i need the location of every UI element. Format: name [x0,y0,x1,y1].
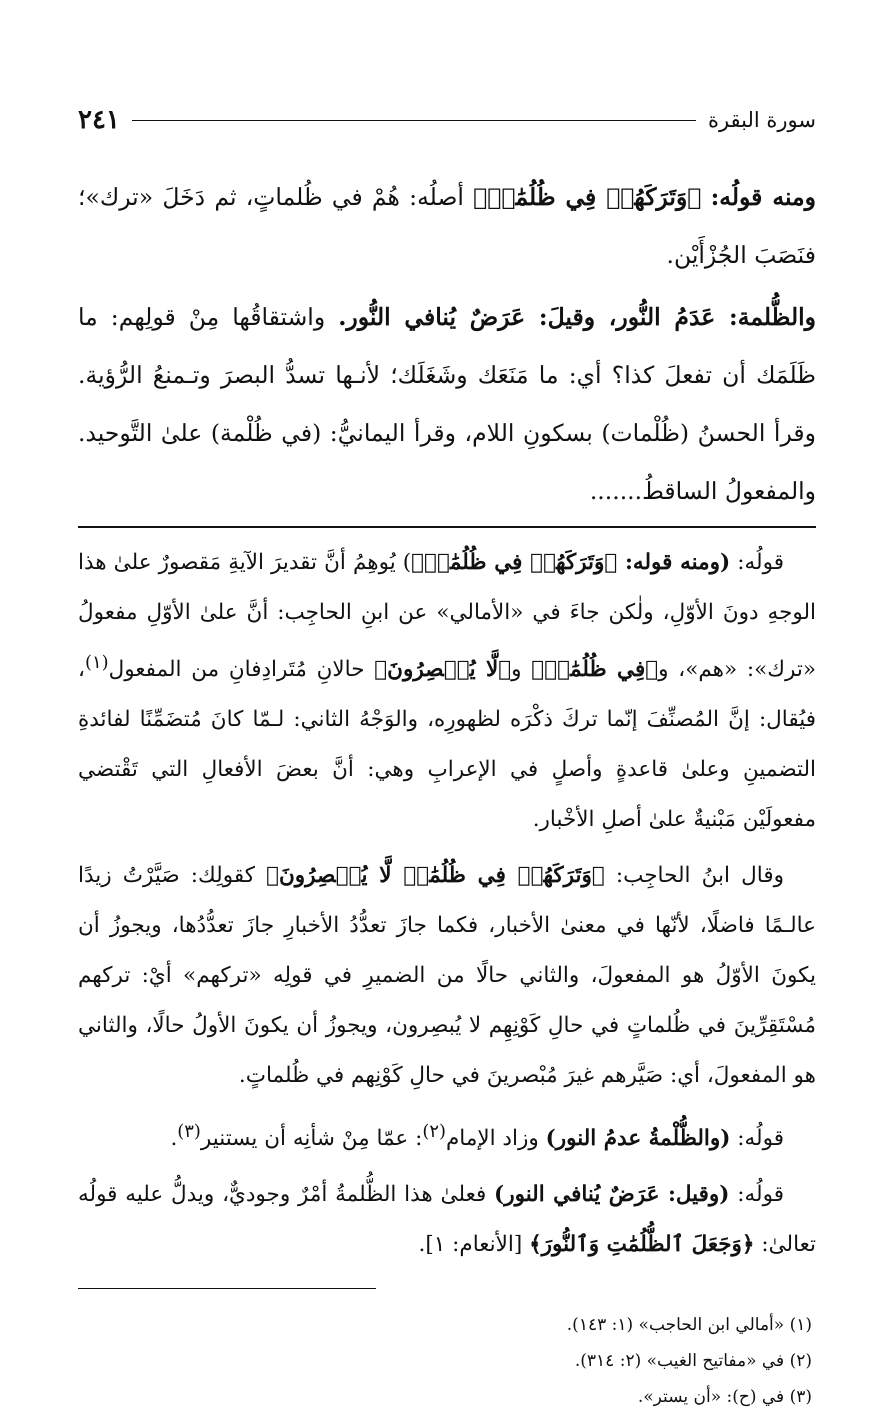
running-header [78,100,816,140]
commentary-paragraph-2 [78,851,816,1101]
text-run: كقولِك: صَيَّرْتُ زيدًا عالـمًا فاضلًا، لأنّها في معنىٰ الأخبار، فكما جازَ تعدُّدُ الأخبارِ جازَ تعدُّدُها، ويجوزُ أن يكونَ الأوّلُ هو المفعولَ، والثاني حالًا من الضميرِ في قولِه «تركهم» أيْ: تركهم مُسْتَقِرِّينَ في ظُلماتٍ في حالِ كَوْنِهِم لا يُبصِرون، ويجوزُ أن يكونَ الأولُ حالًا، والثاني هو المفعولَ، أي: صَيَّرهم غيرَ مُبْصرينَ في حالِ كَوْنِهم في ظُلماتٍ. [78,863,816,1089]
text-run: : عمّا مِنْ شأنِه أن يستنير [200,1126,423,1152]
main-text [78,168,816,520]
quran-verse: ﴿وَجَعَلَ ٱلظُّلُمَٰتِ وَٱلنُّورَ﴾ [529,1232,755,1258]
footnotes [78,1307,816,1415]
main-text-run: واشتقاقُها مِنْ قولِهم: ما ظَلَمَك أن تفعلَ كذا؟ أي: ما مَنَعَك وشَغَلَك؛ لأنـها تسدُّ البصرَ وتـمنعُ الرُّؤية. وقرأ الحسنُ (ظُلْمات) بسكونِ اللام، وقرأ اليمانيُّ: (في ظُلْمة) علىٰ التَّوحيد. والمفعولُ الساقطُ....... [78,303,816,505]
main-lead: ومنه قولُه: [710,183,816,211]
text-run: حالانِ مُتَرادِفانِ من المفعول [108,657,375,683]
quran-verse: ﴿وَتَرَكَهُمۡ فِي ظُلُمَٰتٖ﴾ [473,183,702,211]
commentary-separator [78,526,816,528]
footnote-ref: (١) [84,652,109,673]
footnote: (٢) في «مفاتيح الغيب» (٢: ٣١٤). [574,1351,812,1372]
book-page [78,100,816,1415]
footnote-ref: (٣) [177,1121,201,1143]
surah-title: سورة البقرة [707,108,816,132]
text-run: . [170,1126,178,1152]
text-run: وزاد الإمام [445,1126,546,1152]
text-run: قولُه: [730,1126,784,1152]
footnote-ref: (٢) [422,1121,446,1143]
page-number: ٢٤١ [78,105,120,135]
main-lead: والظُّلمة: عَدَمُ النُّور، وقيلَ: عَرَضٌ يُنافي النُّور. [338,303,816,331]
text-run: قولُه: [730,550,784,575]
commentary-paragraph-1 [78,538,816,845]
quran-verse: ﴿لَّا يُبۡصِرُونَ﴾ [374,657,512,683]
text-run: [الأنعام: ١]. [418,1232,530,1258]
footnote: (١) «أمالي ابن الحاجب» (١: ١٤٣). [566,1315,812,1336]
footnote: (٣) في (ح): «أن يستر». [637,1387,812,1408]
main-paragraph-2 [78,288,816,520]
commentary-paragraph-3 [78,1107,816,1164]
quran-verse: ﴿فِي ظُلُمَٰتٖ﴾ [531,657,659,683]
text-run: ) يُوهِمُ أنَّ تقديرَ الآيةِ مَقصورٌ علىٰ هذا الوجهِ دونَ الأوّلِ، ولٰكن جاءَ في «الأمالي» عن ابنِ الحاجِب: أنَّ علىٰ الأوّلِ مفعولُ «ترك»: «هم»، و [78,550,817,683]
text-run: فعلىٰ هذا الظُّلمةُ أمْرٌ وجوديٌّ، ويدلُّ عليه قولُه تعالىٰ: [78,1182,816,1258]
text-run: ، فيُقال: إنَّ المُصنِّفَ إنّما تركَ ذكْرَه لظهورِه، والوَجْهُ الثاني: لـمّا كانَ مُتضَمِّنًا لفائدةِ التضمينِ وعلىٰ قاعدةٍ وأصلٍ في الإعرابِ وهي: أنَّ بعضَ الأفعالِ التي تَقْتضي مفعولَيْن مَبْنيةٌ علىٰ أصلِ الأخْبار. [78,657,816,833]
quran-verse: ﴿وَتَرَكَهُمۡ فِي ظُلُمَٰتٖ لَّا يُبۡصِرُونَ﴾ [266,863,605,889]
commentary [78,538,816,1270]
main-text-run: أصلُه: هُمْ في ظُلماتٍ، ثم دَخَلَ «ترك»؛ فنَصَبَ الجُزْأَيْن. [78,183,816,269]
text-run: قولُه: [729,1182,784,1208]
commentary-paragraph-4 [78,1170,816,1270]
footnote-rule [78,1288,376,1289]
text-run: و [511,657,532,683]
text-run: وقال ابنُ الحاجِب: [604,863,784,889]
quoted-phrase: (والظُّلْمةُ عدمُ النور) [545,1126,731,1152]
quoted-phrase: (وقيل: عَرَضٌ يُنافي النور) [494,1182,730,1208]
quran-verse: ﴿وَتَرَكَهُمۡ فِي ظُلُمَٰتٖ﴾ [411,550,618,575]
header-rule [132,120,696,121]
main-paragraph-1 [78,168,816,284]
quoted-phrase: (ومنه قوله: [617,550,731,575]
